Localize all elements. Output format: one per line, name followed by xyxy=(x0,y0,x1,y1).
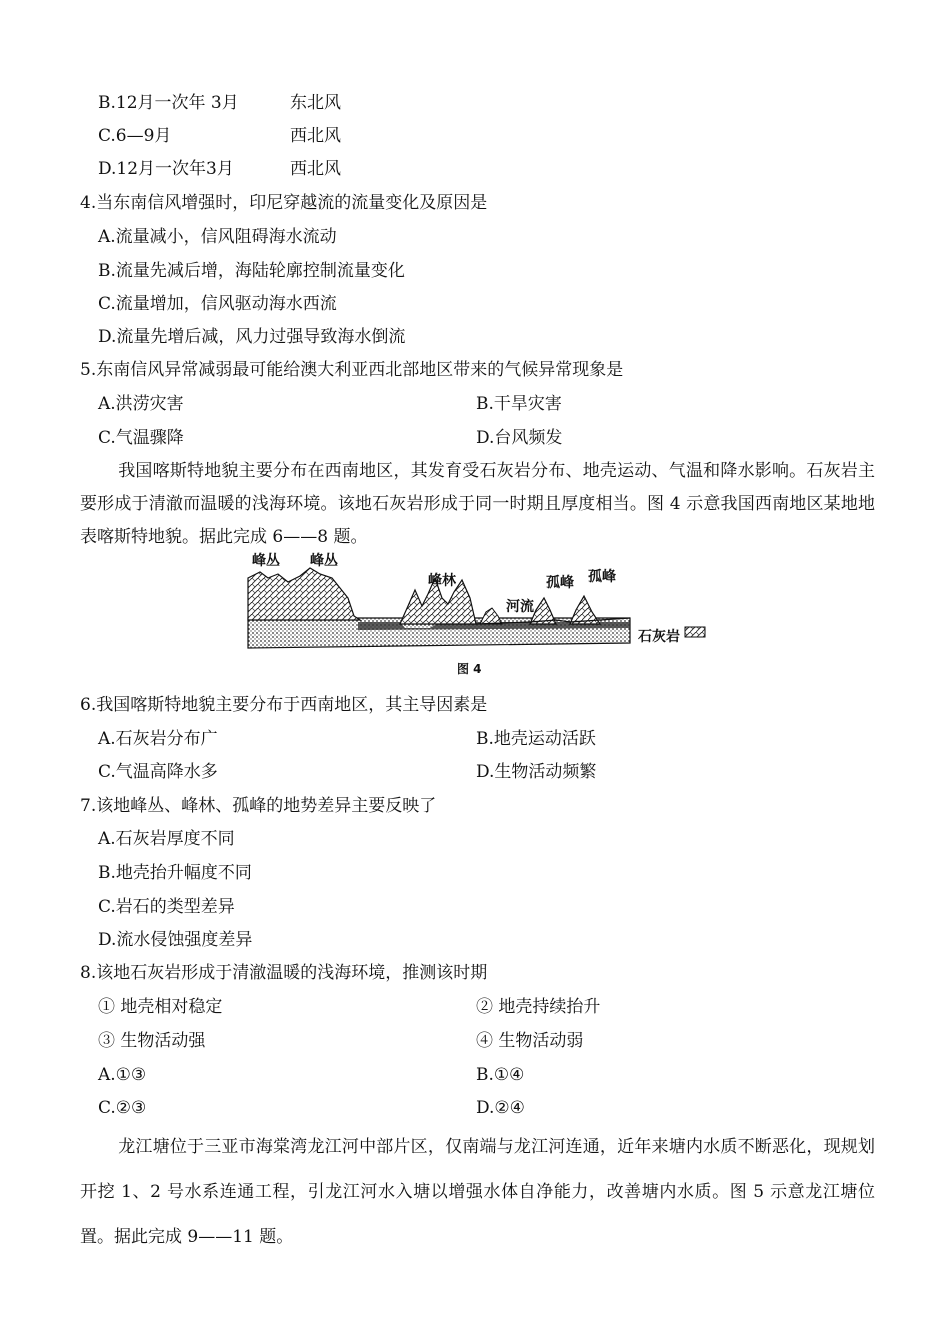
q3-option-c-label: C.6—9月 xyxy=(98,126,172,146)
q4-option-c: C.流量增加，信风驱动海水西流 xyxy=(98,294,337,314)
q6-option-d: D.生物活动频繁 xyxy=(476,762,597,782)
q8-option-b: B.①④ xyxy=(476,1065,525,1085)
q6-stem: 6.我国喀斯特地貌主要分布于西南地区，其主导因素是 xyxy=(80,695,488,715)
q5-option-d: D.台风频发 xyxy=(476,428,563,448)
q5-option-c: C.气温骤降 xyxy=(98,428,184,448)
label-limestone-legend: 石灰岩 xyxy=(638,629,680,645)
label-gufeng-2: 孤峰 xyxy=(588,569,616,585)
fengcong-massif xyxy=(248,568,360,620)
limestone-legend-swatch xyxy=(685,627,705,637)
q8-item-1: ① 地壳相对稳定 xyxy=(98,997,223,1017)
q5-option-b: B.干旱灾害 xyxy=(476,394,562,414)
low-hills xyxy=(480,608,502,624)
q8-stem: 8.该地石灰岩形成于清澈温暖的浅海环境，推测该时期 xyxy=(80,963,488,983)
q7-option-b: B.地壳抬升幅度不同 xyxy=(98,863,252,883)
q3-option-b-wind: 东北风 xyxy=(290,93,341,113)
passage-longjiangtang xyxy=(80,1125,875,1260)
q3-option-d-wind: 西北风 xyxy=(290,159,341,179)
figure-4-caption: 图 4 xyxy=(457,662,482,676)
q4-stem: 4.当东南信风增强时，印尼穿越流的流量变化及原因是 xyxy=(80,193,488,213)
q8-item-2: ② 地壳持续抬升 xyxy=(476,997,601,1017)
passage-karst-text: 我国喀斯特地貌主要分布在西南地区，其发育受石灰岩分布、地壳运动、气温和降水影响。石灰岩主要形成于清澈而温暖的浅海环境。该地石灰岩形成于同一时期且厚度相当。图 4 示意我国西南地区某地地表喀斯特地貌。据此完成 6——8 题。 xyxy=(80,461,875,547)
q5-option-a: A.洪涝灾害 xyxy=(98,394,184,414)
label-gufeng-1: 孤峰 xyxy=(546,575,574,591)
q3-option-d-label: D.12月一次年3月 xyxy=(98,159,234,179)
label-fengcong-1: 峰丛 xyxy=(252,553,280,569)
q3-option-c-wind: 西北风 xyxy=(290,126,341,146)
label-fengcong-2: 峰丛 xyxy=(310,553,338,569)
q3-option-b-label: B.12月一次年 3月 xyxy=(98,93,239,113)
q4-option-d: D.流量先增后减，风力过强导致海水倒流 xyxy=(98,327,406,347)
q7-stem: 7.该地峰丛、峰林、孤峰的地势差异主要反映了 xyxy=(80,796,437,816)
q8-option-c: C.②③ xyxy=(98,1098,147,1118)
q6-option-c: C.气温高降水多 xyxy=(98,762,218,782)
q7-option-d: D.流水侵蚀强度差异 xyxy=(98,930,253,950)
q8-option-a: A.①③ xyxy=(98,1065,147,1085)
q4-option-a: A.流量减小，信风阻碍海水流动 xyxy=(98,227,337,247)
q4-option-b: B.流量先减后增，海陆轮廓控制流量变化 xyxy=(98,261,405,281)
q8-item-4: ④ 生物活动弱 xyxy=(476,1031,584,1051)
q7-option-a: A.石灰岩厚度不同 xyxy=(98,829,235,849)
q6-option-b: B.地壳运动活跃 xyxy=(476,729,596,749)
q6-option-a: A.石灰岩分布广 xyxy=(98,729,218,749)
label-fenglin: 峰林 xyxy=(428,573,456,589)
q7-option-c: C.岩石的类型差异 xyxy=(98,897,235,917)
q8-item-3: ③ 生物活动强 xyxy=(98,1031,206,1051)
figure-4 xyxy=(240,548,710,676)
q5-stem: 5.东南信风异常减弱最可能给澳大利亚西北部地区带来的气候异常现象是 xyxy=(80,360,624,380)
q8-option-d: D.②④ xyxy=(476,1098,525,1118)
passage-longjiangtang-text: 龙江塘位于三亚市海棠湾龙江河中部片区，仅南端与龙江河连通，近年来塘内水质不断恶化，现规划开挖 1、2 号水系连通工程，引龙江河水入塘以增强水体自净能力，改善塘内水质。图 5 示意龙江塘位置。据此完成 9——11 题。 xyxy=(80,1137,875,1247)
label-heliu: 河流 xyxy=(506,599,534,615)
passage-karst xyxy=(80,455,875,554)
